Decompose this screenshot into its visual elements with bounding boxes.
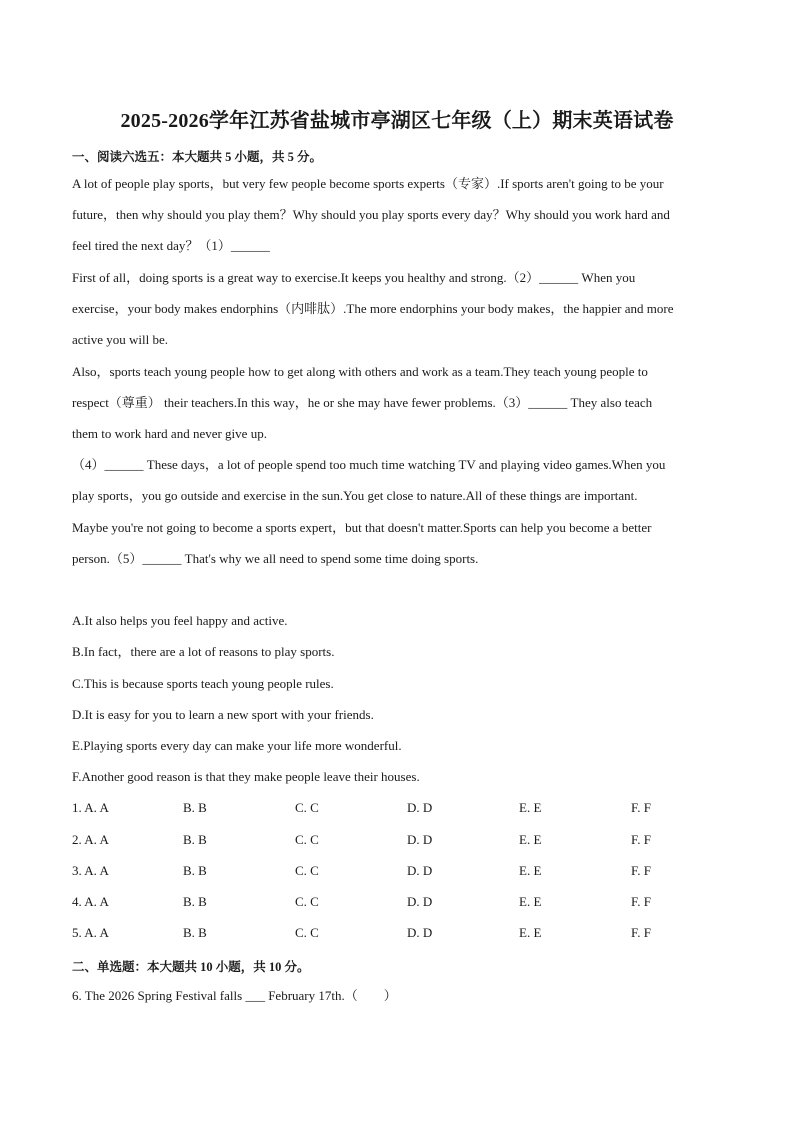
- answer-option-e[interactable]: E. E: [519, 800, 542, 815]
- choice-option: B.In fact，there are a lot of reasons to play sports.: [72, 644, 335, 659]
- answer-option-c[interactable]: C. C: [295, 800, 319, 815]
- answer-option-d[interactable]: D. D: [407, 800, 433, 815]
- answer-option-c[interactable]: C. C: [295, 894, 319, 909]
- answer-option-d[interactable]: D. D: [407, 894, 433, 909]
- question-6: 6. The 2026 Spring Festival falls ___ February 17th.（ ）: [72, 988, 397, 1003]
- passage-line: feel tired the next day？（1）______: [72, 238, 270, 253]
- passage-line: active you will be.: [72, 332, 169, 347]
- answer-option-b[interactable]: B. B: [183, 863, 207, 878]
- choice-option: F.Another good reason is that they make people leave their houses.: [72, 769, 420, 784]
- passage-line: Maybe you're not going to become a sports expert，but that doesn't matter.Sports can help you become a better: [72, 520, 652, 535]
- passage-line: Also，sports teach young people how to get along with others and work as a team.They teach young people to: [72, 364, 648, 379]
- answer-option-a[interactable]: 2. A. A: [72, 832, 109, 847]
- answer-option-d[interactable]: D. D: [407, 832, 433, 847]
- passage-line: exercise，your body makes endorphins（内啡肽）.The more endorphins your body makes，the happier and more: [72, 301, 674, 316]
- answer-option-e[interactable]: E. E: [519, 863, 542, 878]
- answer-option-c[interactable]: C. C: [295, 832, 319, 847]
- answer-option-e[interactable]: E. E: [519, 894, 542, 909]
- answer-option-a[interactable]: 5. A. A: [72, 925, 109, 940]
- answer-option-a[interactable]: 3. A. A: [72, 863, 109, 878]
- choice-option: E.Playing sports every day can make your life more wonderful.: [72, 738, 402, 753]
- section-heading-reading: 一、阅读六选五：本大题共 5 小题，共 5 分。: [72, 150, 323, 164]
- choice-option: C.This is because sports teach young people rules.: [72, 676, 334, 691]
- answer-option-e[interactable]: E. E: [519, 832, 542, 847]
- answer-option-b[interactable]: B. B: [183, 925, 207, 940]
- passage-line: First of all，doing sports is a great way to exercise.It keeps you healthy and strong.（2）______ When you: [72, 270, 636, 285]
- answer-option-f[interactable]: F. F: [631, 832, 651, 847]
- exam-title: 2025-2026学年江苏省盐城市亭湖区七年级（上）期末英语试卷: [120, 110, 674, 132]
- section-heading-single-choice: 二、单选题：本大题共 10 小题，共 10 分。: [72, 960, 310, 974]
- answer-option-b[interactable]: B. B: [183, 800, 207, 815]
- passage-line: person.（5）______ That's why we all need to spend some time doing sports.: [72, 551, 479, 566]
- passage-line: future，then why should you play them？Why should you play sports every day？Why should you work hard and: [72, 207, 670, 222]
- answer-option-f[interactable]: F. F: [631, 925, 651, 940]
- passage-line: A lot of people play sports，but very few people become sports experts（专家）.If sports aren't going to be your: [72, 176, 664, 191]
- choice-option: D.It is easy for you to learn a new sport with your friends.: [72, 707, 374, 722]
- answer-option-e[interactable]: E. E: [519, 925, 542, 940]
- answer-option-b[interactable]: B. B: [183, 894, 207, 909]
- answer-option-f[interactable]: F. F: [631, 800, 651, 815]
- answer-option-f[interactable]: F. F: [631, 894, 651, 909]
- answer-option-d[interactable]: D. D: [407, 863, 433, 878]
- answer-option-b[interactable]: B. B: [183, 832, 207, 847]
- answer-option-c[interactable]: C. C: [295, 863, 319, 878]
- answer-option-a[interactable]: 4. A. A: [72, 894, 109, 909]
- choice-option: A.It also helps you feel happy and active.: [72, 613, 288, 628]
- answer-option-a[interactable]: 1. A. A: [72, 800, 109, 815]
- passage-line: （4）______ These days，a lot of people spend too much time watching TV and playing video games.When you: [72, 457, 666, 472]
- answer-option-c[interactable]: C. C: [295, 925, 319, 940]
- answer-option-d[interactable]: D. D: [407, 925, 433, 940]
- passage-line: play sports，you go outside and exercise in the sun.You get close to nature.All of these things are important.: [72, 488, 638, 503]
- passage-line: them to work hard and never give up.: [72, 426, 267, 441]
- answer-option-f[interactable]: F. F: [631, 863, 651, 878]
- passage-line: respect（尊重） their teachers.In this way，he or she may have fewer problems.（3）______ They also teach: [72, 395, 653, 410]
